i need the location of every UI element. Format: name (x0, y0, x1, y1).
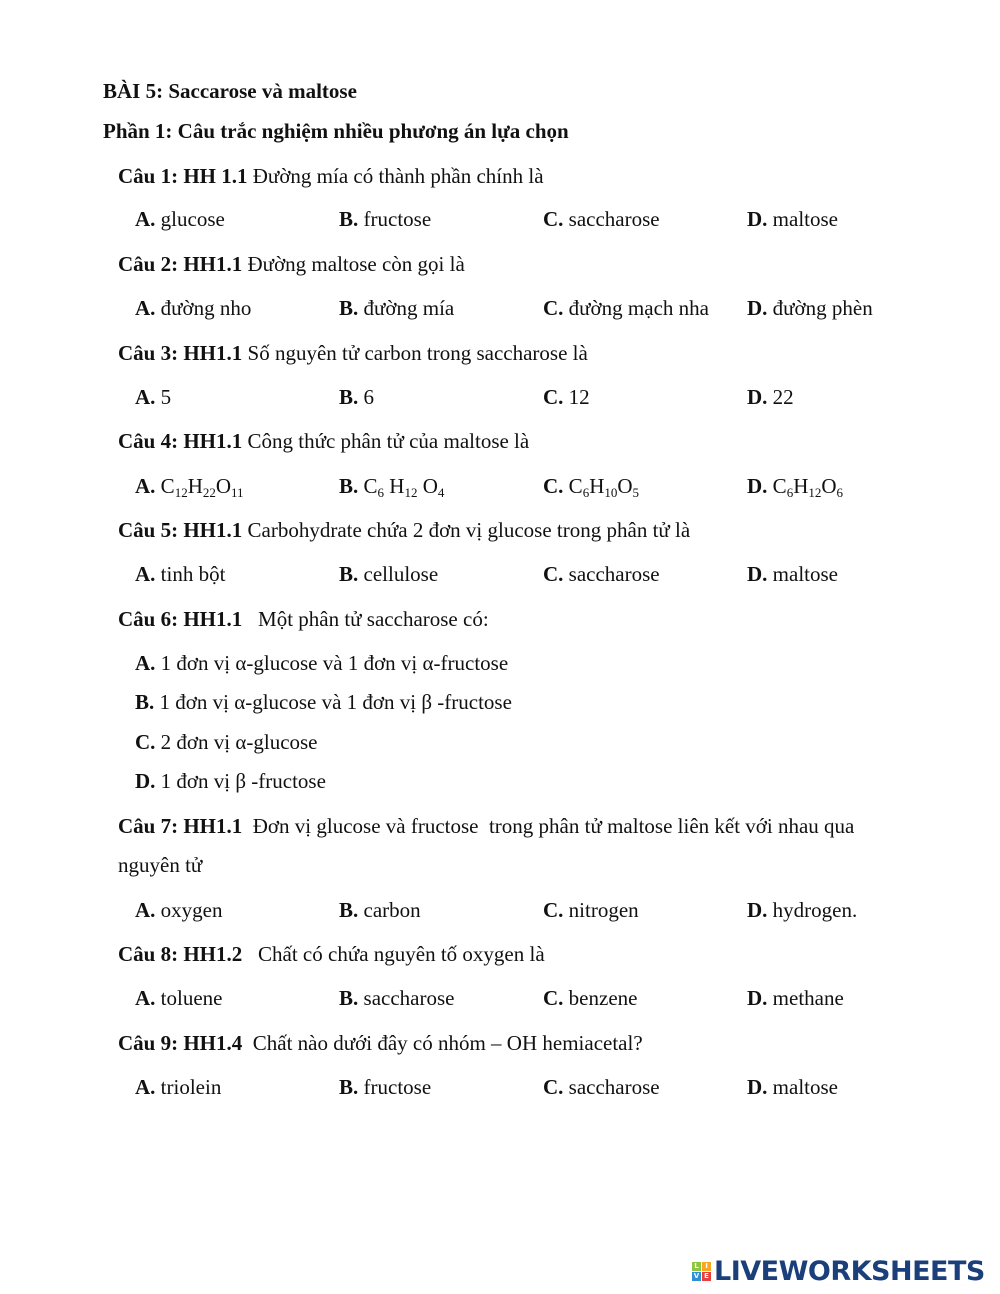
question-text: Công thức phân tử của maltose là (242, 429, 530, 453)
answer-option-a[interactable] (135, 206, 225, 232)
question-text: Đường maltose còn gọi là (242, 252, 465, 276)
option-text: saccharose (563, 1075, 660, 1099)
option-text: 5 (155, 385, 172, 409)
option-key: B. (339, 1075, 359, 1099)
subscript: 11 (231, 485, 244, 500)
part-heading: Phần 1: Câu trắc nghiệm nhiều phương án lựa chọn (103, 119, 569, 143)
subscript: 6 (582, 485, 590, 500)
option-text: fructose (358, 1075, 432, 1099)
option-text: 1 đơn vị α-glucose và 1 đơn vị β -fructose (154, 690, 512, 714)
option-text: toluene (155, 986, 223, 1010)
question-3 (118, 340, 588, 366)
option-key: C. (135, 730, 156, 754)
option-text: H (589, 474, 605, 498)
option-key: B. (135, 690, 155, 714)
answer-option-c[interactable] (543, 384, 590, 410)
question-4 (118, 428, 529, 454)
answer-option-b[interactable] (339, 206, 431, 232)
question-label: Câu 7: HH1.1 (118, 814, 243, 838)
option-key: A. (135, 1075, 156, 1099)
option-text: oxygen (155, 898, 223, 922)
option-text: đường mạch nha (563, 296, 709, 320)
question-6 (118, 606, 489, 632)
subscript: 22 (202, 485, 216, 500)
answer-option-d[interactable] (747, 384, 794, 410)
question-2 (118, 251, 465, 277)
option-text: tinh bột (155, 562, 226, 586)
answer-option-c[interactable] (543, 1074, 660, 1100)
option-key: C. (543, 986, 564, 1010)
option-text: C (155, 474, 175, 498)
answer-option-b[interactable] (339, 384, 374, 410)
option-text: O (417, 474, 438, 498)
subscript: 12 (808, 485, 822, 500)
option-key: A. (135, 562, 156, 586)
option-key: B. (339, 986, 359, 1010)
option-text: O (821, 474, 837, 498)
answer-option-b[interactable] (339, 985, 454, 1011)
option-text: fructose (358, 207, 432, 231)
option-text: 2 đơn vị α-glucose (155, 730, 318, 754)
option-text: saccharose (358, 986, 455, 1010)
option-key: B. (339, 562, 359, 586)
option-key: C. (543, 385, 564, 409)
answer-option-c[interactable] (543, 206, 660, 232)
option-key: A. (135, 296, 156, 320)
answer-option-d[interactable] (747, 473, 843, 499)
answer-option-c[interactable] (543, 561, 660, 587)
answer-option-a[interactable] (135, 897, 223, 923)
option-text: H (793, 474, 809, 498)
answer-option-a[interactable] (135, 650, 508, 676)
answer-option-b[interactable] (339, 295, 454, 321)
option-key: A. (135, 651, 156, 675)
option-text: H (384, 474, 405, 498)
question-text: Một phân tử saccharose có: (242, 607, 489, 631)
option-key: B. (339, 474, 359, 498)
option-text: O (215, 474, 232, 498)
answer-option-d[interactable] (747, 1074, 838, 1100)
question-label: Câu 9: HH1.4 (118, 1031, 243, 1055)
question-label: Câu 6: HH1.1 (118, 607, 243, 631)
answer-option-a[interactable] (135, 1074, 221, 1100)
question-1 (118, 163, 544, 189)
subscript: 6 (786, 485, 794, 500)
option-key: D. (747, 207, 768, 231)
question-text: Chất có chứa nguyên tố oxygen là (242, 942, 545, 966)
answer-option-c[interactable] (543, 897, 639, 923)
option-text: H (187, 474, 203, 498)
option-text: triolein (155, 1075, 222, 1099)
logo-letter-tile: L (692, 1262, 701, 1271)
answer-option-d[interactable] (747, 561, 838, 587)
question-text: Đường mía có thành phần chính là (247, 164, 544, 188)
question-5 (118, 517, 690, 543)
option-text: glucose (155, 207, 225, 231)
logo-letter-tile: V (693, 1272, 700, 1280)
option-text: 6 (358, 385, 375, 409)
question-text: Chất nào dưới đây có nhóm – OH hemiacetal? (242, 1031, 643, 1055)
option-text: đường phèn (767, 296, 873, 320)
option-key: A. (135, 986, 156, 1010)
subscript: 10 (604, 485, 618, 500)
subscript: 5 (632, 485, 640, 500)
option-key: C. (543, 898, 564, 922)
option-key: B. (339, 207, 359, 231)
answer-option-c[interactable] (543, 985, 637, 1011)
option-text: đường nho (155, 296, 252, 320)
option-text: methane (767, 986, 844, 1010)
answer-option-b[interactable] (135, 689, 512, 715)
answer-option-d[interactable] (747, 206, 838, 232)
answer-option-b[interactable] (339, 561, 438, 587)
option-key: D. (747, 474, 768, 498)
answer-option-c[interactable] (135, 729, 318, 755)
answer-option-b[interactable] (339, 897, 421, 923)
option-text: 1 đơn vị α-glucose và 1 đơn vị α-fructose (155, 651, 509, 675)
question-text: Carbohydrate chứa 2 đơn vị glucose trong phân tử là (242, 518, 691, 542)
option-key: C. (543, 207, 564, 231)
subscript: 6 (836, 485, 844, 500)
option-text: 22 (767, 385, 794, 409)
answer-option-d[interactable] (135, 768, 326, 794)
answer-option-b[interactable] (339, 473, 444, 499)
answer-option-d[interactable] (747, 897, 857, 923)
answer-option-d[interactable] (747, 295, 873, 321)
question-8 (118, 941, 545, 967)
question-label: Câu 4: HH1.1 (118, 429, 243, 453)
option-key: A. (135, 385, 156, 409)
option-key: B. (339, 898, 359, 922)
answer-option-b[interactable] (339, 1074, 431, 1100)
question-label: Câu 5: HH1.1 (118, 518, 243, 542)
subscript: 12 (174, 485, 188, 500)
logo-text: LIVEWORKSHEETS (714, 1256, 985, 1287)
subscript: 6 (377, 485, 385, 500)
lesson-title: BÀI 5: Saccarose và maltose (103, 79, 357, 103)
answer-option-a[interactable] (135, 473, 244, 499)
question-text: Số nguyên tử carbon trong saccharose là (242, 341, 588, 365)
answer-option-d[interactable] (747, 985, 844, 1011)
question-label: Câu 1: HH 1.1 (118, 164, 248, 188)
question-label: Câu 8: HH1.2 (118, 942, 243, 966)
question-text-continued: nguyên tử (118, 853, 203, 877)
option-text: benzene (563, 986, 638, 1010)
option-text: maltose (767, 562, 838, 586)
question-9 (118, 1030, 643, 1056)
option-text: C (767, 474, 787, 498)
option-text: nitrogen (563, 898, 639, 922)
option-key: C. (543, 1075, 564, 1099)
liveworksheets-logo (692, 1256, 985, 1287)
logo-letter-tile: I (702, 1262, 711, 1271)
option-text: maltose (767, 1075, 838, 1099)
option-text: C (358, 474, 378, 498)
option-key: C. (543, 296, 564, 320)
answer-option-c[interactable] (543, 295, 709, 321)
option-text: cellulose (358, 562, 439, 586)
option-key: C. (543, 474, 564, 498)
option-text: hydrogen. (767, 898, 858, 922)
option-key: D. (747, 385, 768, 409)
option-key: A. (135, 474, 156, 498)
question-text: Đơn vị glucose và fructose trong phân tử maltose liên kết với nhau qua (242, 814, 855, 838)
answer-option-a[interactable] (135, 985, 222, 1011)
option-key: C. (543, 562, 564, 586)
option-key: D. (747, 562, 768, 586)
option-text: saccharose (563, 207, 660, 231)
option-text: carbon (358, 898, 421, 922)
option-key: D. (747, 898, 768, 922)
answer-option-a[interactable] (135, 295, 251, 321)
option-text: 12 (563, 385, 590, 409)
option-key: D. (747, 1075, 768, 1099)
answer-option-c[interactable] (543, 473, 639, 499)
option-key: A. (135, 207, 156, 231)
option-text: 1 đơn vị β -fructose (155, 769, 326, 793)
logo-letter-tile: E (702, 1272, 711, 1281)
option-key: D. (747, 296, 768, 320)
option-text: O (617, 474, 633, 498)
logo-icon (692, 1262, 711, 1281)
option-text: đường mía (358, 296, 455, 320)
answer-option-a[interactable] (135, 561, 225, 587)
option-text: C (563, 474, 583, 498)
option-key: B. (339, 296, 359, 320)
question-label: Câu 2: HH1.1 (118, 252, 243, 276)
option-key: A. (135, 898, 156, 922)
option-key: D. (747, 986, 768, 1010)
subscript: 4 (437, 485, 445, 500)
subscript: 12 (404, 485, 418, 500)
option-text: saccharose (563, 562, 660, 586)
question-7 (118, 813, 854, 839)
answer-option-a[interactable] (135, 384, 171, 410)
option-key: B. (339, 385, 359, 409)
question-label: Câu 3: HH1.1 (118, 341, 243, 365)
option-text: maltose (767, 207, 838, 231)
option-key: D. (135, 769, 156, 793)
